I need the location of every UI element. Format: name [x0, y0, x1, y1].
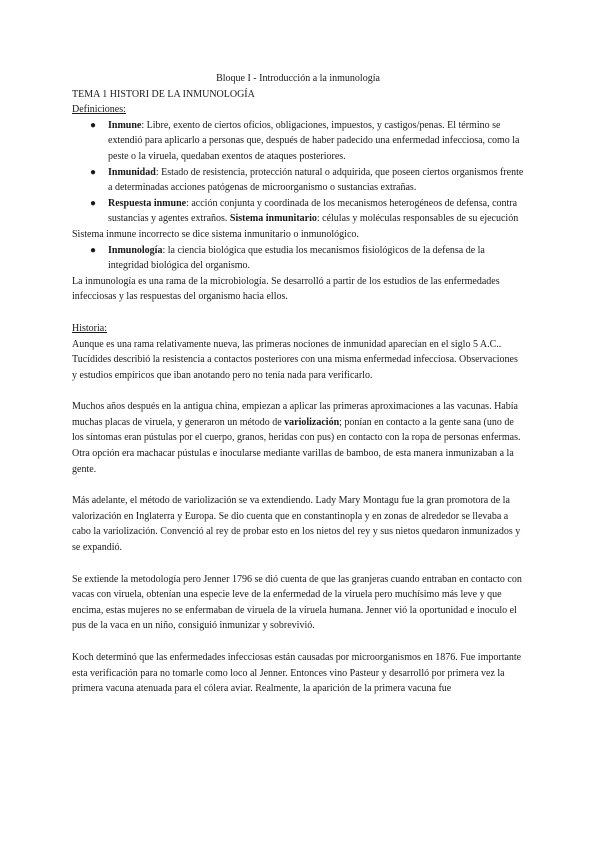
paragraph-text: ; ponían en contacto a la gente sana (uno de los síntomas eran pústulas por el cuerpo, granos, heridas con pus) en contacto con la ropa de personas enfermas. Otra opción era machacar pústulas e inocularse mediante varillas de bamboo, de esta manera inmunizaban a la gente.: [72, 416, 521, 475]
definition-item: [90, 243, 524, 274]
definition-term: Respuesta inmune: [108, 197, 187, 209]
history-paragraph: [72, 399, 524, 477]
definition-text: : células y moléculas responsables de su ejecución: [316, 213, 519, 225]
history-paragraph: Se extiende la metodología pero Jenner 1796 se dió cuenta de que las granjeras cuando entraban en contacto con vacas con viruela, obtenían una especie leve de la enfermedad de la viruela pero muchísimo más leve y que encima, estas mujeres no se enfermaban de viruela de la viruela humana. Jenner vió la oportunidad e inoculo el pus de la vaca en un niño, consiguió inmunizar y sobrevivió.: [72, 573, 522, 632]
history-paragraph: Aunque es una rama relativamente nueva, las primeras nociones de inmunidad aparecían en el siglo 5 A.C.. Tucídides describió la resistencia a contactos posteriores con una misma enfermedad infecciosa. Observaciones y estudios empíricos que iban anotando pero no tenía nada para verificarlo.: [72, 338, 518, 381]
history-heading: Historia:: [72, 322, 107, 334]
definition-item: [90, 165, 524, 196]
definitions-heading: Definiciones:: [72, 104, 126, 116]
definition-term: Inmune: [108, 119, 142, 131]
history-paragraph: Más adelante, el método de variolización se va extendiendo. Lady Mary Montagu fue la gran promotora de la valorización en Inglaterra y Europa. Se dio cuenta que en constantinopla y en zonas de alrededor se llevaba a cabo la variolización. Convenció al rey de probar esto en los nietos del rey y sus nietos quedaron inmunizados y se expandió.: [72, 495, 521, 554]
paragraph-text: Muchos años después en la antigua china, empiezan a aplicar las primeras aproximaciones a las vacunas. Había muchas placas de viruela, y generaron un método de: [72, 401, 518, 428]
history-paragraph: Koch determinó que las enfermedades infecciosas están causadas por microorganismos en 1876. Fue importante esta verificación para no tomarle como loco al Jenner. Entonces vino Pasteur y desarrolló por primera vez la primera vacuna atenuada para el cólera aviar. Realmente, la aparición de la primera vacuna fue: [72, 652, 522, 695]
bullet-icon: ●: [90, 244, 97, 256]
definition-term: Inmunidad: [108, 166, 156, 178]
definition-text: : Estado de resistencia, protección natural o adquirida, que poseen ciertos organismos frente a determinadas acciones patógenas de microorganismo o sustancias extrañas.: [108, 166, 524, 194]
intro-paragraph: La inmunología es una rama de la microbiología. Se desarrolló a partir de los estudios de las enfermedades infecciosas y las respuestas del organismo hacia ellos.: [72, 275, 500, 303]
definition-item: [90, 196, 524, 227]
definitions-list: [72, 243, 524, 274]
document-page: [72, 71, 524, 697]
definition-text: : la ciencia biológica que estudia los mecanismos fisiológicos de la defensa de la integridad biológica del organismo.: [108, 244, 485, 272]
bullet-icon: ●: [90, 197, 97, 209]
terminology-note: Sistema inmune incorrecto se dice sistema inmunitario o inmunológico.: [72, 228, 359, 240]
definition-term: Sistema inmunitario: [229, 213, 317, 225]
bold-term: variolización: [284, 416, 340, 428]
page-title: Bloque I - Introducción a la inmunología: [216, 73, 380, 84]
definition-term: Inmunología: [108, 244, 163, 256]
bullet-icon: ●: [90, 166, 97, 178]
topic-heading: TEMA 1 HISTORI DE LA INMUNOLOGÍA: [72, 88, 255, 100]
definition-text: : acción conjunta y coordinada de los mecanismos heterogéneos de defensa, contra sustancias y agentes extraños.: [108, 197, 518, 225]
definition-item: [90, 118, 524, 165]
definitions-list: [72, 118, 524, 227]
bullet-icon: ●: [90, 119, 97, 131]
definition-text: : Libre, exento de ciertos oficios, obligaciones, impuestos, y castigos/penas. El término se extendió para aplicarlo a personas que, después de haber padecido una enfermedad infecciosa, como la peste o la viruela, quedaban exentos de ataques posteriores.: [108, 119, 520, 162]
